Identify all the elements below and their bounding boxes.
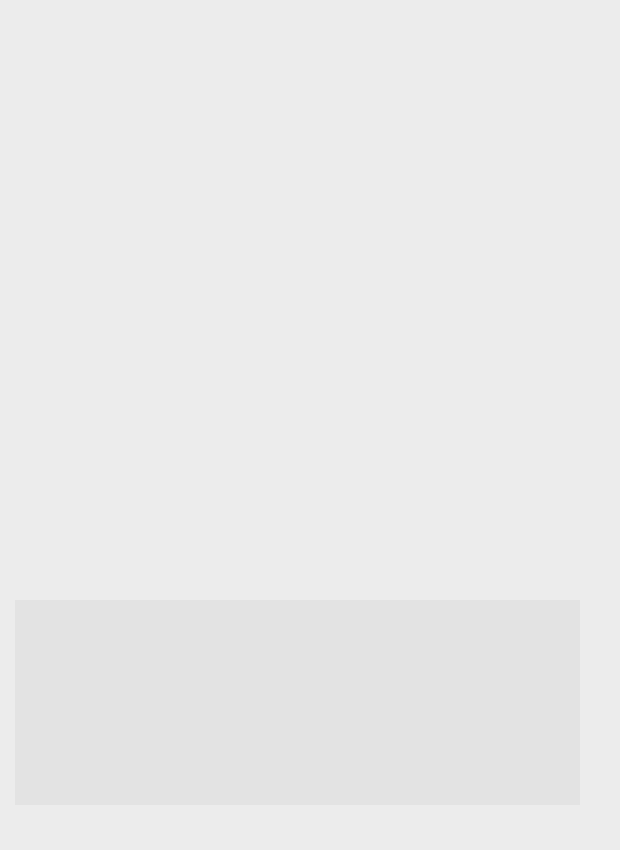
bleed-through-box (15, 600, 580, 805)
